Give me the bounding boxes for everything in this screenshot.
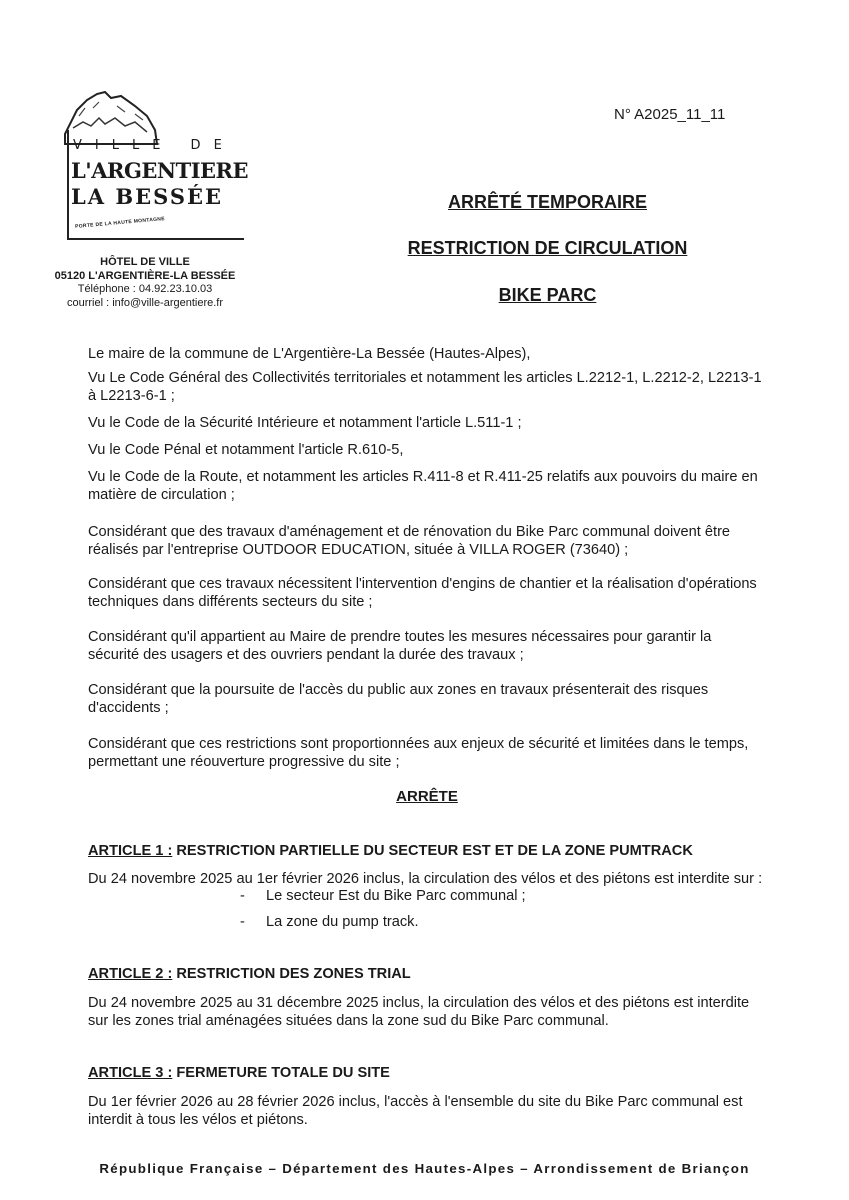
- article-1-text: Du 24 novembre 2025 au 1er février 2026 inclus, la circulation des vélos et des piétons est interdite sur :: [88, 871, 763, 887]
- logo-town-name-line1: L'ARGENTIERE: [71, 158, 248, 183]
- decree-subtitle: RESTRICTION DE CIRCULATION: [407, 238, 688, 258]
- article-3-heading: [88, 1065, 778, 1081]
- article-2-title: RESTRICTION DES ZONES TRIAL: [176, 966, 411, 982]
- article-1-heading: [88, 843, 778, 859]
- preamble-paragraph: Considérant que la poursuite de l'accès du public aux zones en travaux présenterait des risques d'accidents ;: [88, 682, 709, 716]
- logo-town-name-line2: LA BESSÉE: [71, 184, 224, 209]
- preamble-paragraph: Considérant que ces restrictions sont proportionnées aux enjeux de sécurité et limitées dans le temps, permettant une réouverture progressive du site ;: [88, 736, 749, 770]
- address-line-1: HÔTEL DE VILLE: [100, 256, 190, 268]
- page-footer: République Française – Département des Hautes-Alpes – Arrondissement de Briançon: [99, 1161, 750, 1176]
- article-1-label: ARTICLE 1 :: [88, 843, 173, 859]
- preamble-paragraph: Considérant que des travaux d'aménagement et de rénovation du Bike Parc communal doivent être réalisés par l'entreprise OUTDOOR EDUCATION, située à VILLA ROGER (73640) ;: [88, 524, 731, 558]
- preamble-paragraph: Vu le Code de la Sécurité Intérieure et notamment l'article L.511-1 ;: [88, 415, 522, 431]
- decree-heading: ARRÊTE: [396, 788, 458, 805]
- preamble-paragraph: Vu Le Code Général des Collectivités territoriales et notamment les articles L.2212-1, L.2212-2, L2213-1 à L2213-6-1 ;: [88, 370, 762, 404]
- preamble-paragraph: Le maire de la commune de L'Argentière-La Bessée (Hautes-Alpes),: [88, 346, 531, 362]
- address-email: courriel : info@ville-argentiere.fr: [66, 296, 224, 309]
- logo-ville-de: VILLE DE: [73, 138, 235, 153]
- preamble-paragraph: Vu le Code de la Route, et notamment les articles R.411-8 et R.411-25 relatifs aux pouvoirs du maire en matière de circulation ;: [88, 469, 758, 503]
- logo-tagline: PORTE DE LA HAUTE MONTAGNE: [74, 216, 166, 230]
- article-1-bullet: [240, 888, 526, 904]
- address-phone: Téléphone : 04.92.23.10.03: [77, 283, 213, 295]
- article-3-text: Du 1er février 2026 au 28 février 2026 inclus, l'accès à l'ensemble du site du Bike Parc communal est interdit à tous les vélos et piétons.: [88, 1094, 743, 1128]
- article-2-label: ARTICLE 2 :: [88, 966, 173, 982]
- article-2-heading: [88, 966, 778, 982]
- decree-subject: BIKE PARC: [498, 285, 597, 305]
- bullet-dash: -: [240, 888, 245, 904]
- decree-reference-number: N° A2025_11_11: [614, 106, 726, 123]
- article-1-title: RESTRICTION PARTIELLE DU SECTEUR EST ET DE LA ZONE PUMTRACK: [176, 843, 693, 859]
- article-3-label: ARTICLE 3 :: [88, 1065, 173, 1081]
- article-1-bullet: [240, 914, 419, 930]
- article-2-text: Du 24 novembre 2025 au 31 décembre 2025 inclus, la circulation des vélos et des piétons est interdite sur les zones trial aménagées situées dans la zone sud du Bike Parc communal.: [88, 995, 750, 1029]
- preamble-paragraph: Vu le Code Pénal et notamment l'article R.610-5,: [88, 442, 404, 458]
- preamble-paragraph: Considérant qu'il appartient au Maire de prendre toutes les mesures nécessaires pour garantir la sécurité des usagers et des ouvriers pendant la durée des travaux ;: [88, 629, 712, 663]
- bullet-text: Le secteur Est du Bike Parc communal ;: [266, 888, 526, 904]
- municipal-logo: [55, 88, 248, 248]
- preamble-paragraph: Considérant que ces travaux nécessitent l'intervention d'engins de chantier et la réalisation d'opérations techniques dans différents secteurs du site ;: [88, 576, 757, 610]
- article-3-title: FERMETURE TOTALE DU SITE: [176, 1065, 390, 1081]
- decree-title: ARRÊTÉ TEMPORAIRE: [447, 192, 647, 212]
- address-line-2: 05120 L'ARGENTIÈRE-LA BESSÉE: [54, 269, 236, 282]
- bullet-text: La zone du pump track.: [266, 914, 419, 930]
- bullet-dash: -: [240, 914, 245, 930]
- town-hall-address: [40, 256, 250, 310]
